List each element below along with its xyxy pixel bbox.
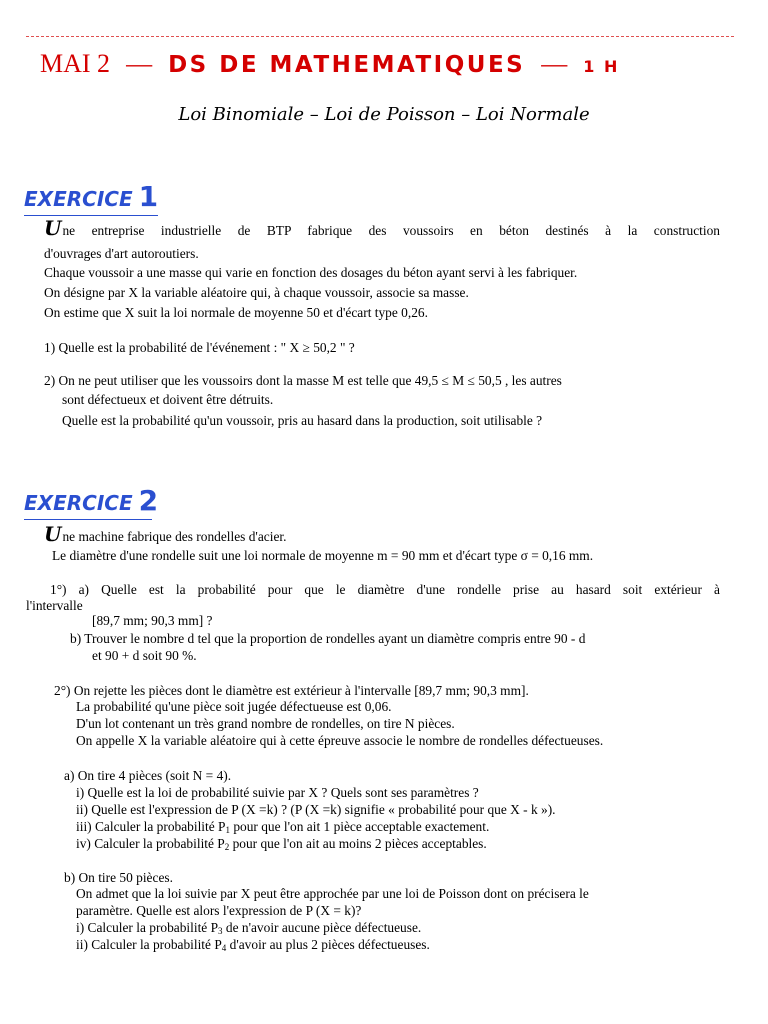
ex2-b-i [76,920,421,936]
ex1-line-1-text: ne entreprise industrielle de BTP fabrique des voussoirs en béton destinés à la construction [62,223,720,238]
ex2-a-heading: a) On tire 4 pièces (soit N = 4). [64,768,232,783]
ex2-part-1a-line-1: 1°) a) Quelle est la probabilité pour que le diamètre d'une rondelle prise au hasard soit extérieur à [50,582,720,597]
ex2-b-ii-post: d'avoir au plus 2 pièces défectueuses. [226,937,430,952]
ex2-a-iv-pre: iv) Calculer la probabilité P [76,836,225,851]
header-dash-2: — [541,49,568,78]
exercise-2-title [24,484,159,520]
ex2-a-iv [76,836,487,852]
ex2-a-ii: ii) Quelle est l'expression de P (X =k) ? (P (X =k) signifie « probabilité pour que X - k »). [76,802,556,817]
ex2-a-iii [76,819,489,835]
ex2-a-iv-sub: 2 [224,842,230,852]
exercise-1-label: EXERCICE [24,187,133,211]
ex2-b-ii [76,937,430,953]
ex2-b-ii-sub: 4 [221,943,227,953]
ex2-b-i-pre: i) Calculer la probabilité P [76,920,219,935]
top-dashed-rule [26,36,734,37]
ex2-part-1b-line-1: b) Trouver le nombre d tel que la proportion de rondelles ayant un diamètre compris entre 90 - d [70,631,586,646]
ex2-b-ii-pre: ii) Calculer la probabilité P [76,937,222,952]
ex2-part-1b-line-2: et 90 + d soit 90 %. [92,648,197,663]
ex2-part-2-line-1: 2°) On rejette les pièces dont le diamètre est extérieur à l'intervalle [89,7 mm; 90,3 mm]. [54,683,529,698]
page-header [40,46,619,86]
ex2-b-i-post: de n'avoir aucune pièce défectueuse. [222,920,422,935]
ex2-part-1a-line-3: [89,7 mm; 90,3 mm] ? [92,613,213,628]
ex1-question-2-line-3: Quelle est la probabilité qu'un voussoir, pris au hasard dans la production, soit utilisable ? [62,413,543,428]
ex1-line-2: d'ouvrages d'art autoroutiers. [44,246,199,261]
ex2-dropcap: U [44,522,62,546]
ex2-b-line-1: On admet que la loi suivie par X peut être approchée par une loi de Poisson dont on précisera le [76,886,589,901]
ex2-part-2-line-3: D'un lot contenant un très grand nombre de rondelles, on tire N pièces. [76,716,455,731]
ex2-a-iii-sub: 1 [225,825,230,835]
header-title: DS DE MATHEMATIQUES [168,52,526,78]
ex1-question-2-line-2: sont défectueux et doivent être détruits. [62,392,274,407]
header-class: MAI 2 [40,49,111,78]
exercise-1-number: 1 [138,180,159,213]
ex1-dropcap: U [44,216,62,240]
ex2-a-iii-post: pour que l'on ait 1 pièce acceptable exactement. [230,819,490,834]
ex2-line-1-text: ne machine fabrique des rondelles d'acier. [62,529,287,544]
header-duration: 1 H [583,57,620,76]
page-subtitle: Loi Binomiale – Loi de Poisson – Loi Normale [178,104,590,125]
ex2-b-i-sub: 3 [218,926,223,936]
ex1-line-4: On désigne par X la variable aléatoire qui, à chaque voussoir, associe sa masse. [44,285,469,300]
exercise-2-label: EXERCICE [24,491,133,515]
ex2-part-2-line-2: La probabilité qu'une pièce soit jugée défectueuse est 0,06. [76,699,392,714]
ex2-a-i: i) Quelle est la loi de probabilité suivie par X ? Quels sont ses paramètres ? [76,785,479,800]
ex1-line-1 [44,216,720,240]
ex2-b-heading: b) On tire 50 pièces. [64,870,173,885]
ex2-a-iii-pre: iii) Calculer la probabilité P [76,819,226,834]
ex2-line-1 [44,522,287,546]
ex2-part-1a-line-2: l'intervalle [26,598,83,613]
exercise-2-number: 2 [138,484,159,517]
ex1-line-3: Chaque voussoir a une masse qui varie en fonction des dosages du béton ayant servi à les fabriquer. [44,265,578,280]
header-dash-1: — [126,49,153,78]
ex2-line-2: Le diamètre d'une rondelle suit une loi normale de moyenne m = 90 mm et d'écart type σ = 0,16 mm. [52,548,594,563]
ex1-line-5: On estime que X suit la loi normale de moyenne 50 et d'écart type 0,26. [44,305,428,320]
ex2-b-line-2: paramètre. Quelle est alors l'expression de P (X = k)? [76,903,362,918]
ex1-question-2-line-1: 2) On ne peut utiliser que les voussoirs dont la masse M est telle que 49,5 ≤ M ≤ 50,5 , les autres [44,373,562,388]
ex2-a-iv-post: pour que l'on ait au moins 2 pièces acceptables. [229,836,487,851]
ex2-part-2-line-4: On appelle X la variable aléatoire qui à cette épreuve associe le nombre de rondelles défectueuses. [76,733,604,748]
ex1-question-1: 1) Quelle est la probabilité de l'événement : " X ≥ 50,2 " ? [44,340,355,355]
exercise-1-title [24,180,158,216]
